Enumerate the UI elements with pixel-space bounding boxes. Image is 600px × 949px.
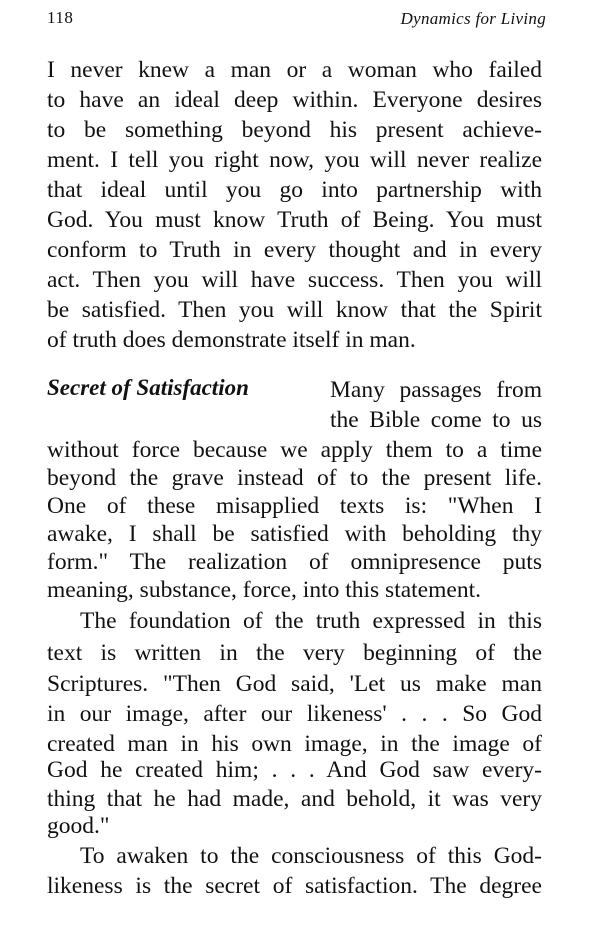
text-line: conform to Truth in every thought and in every — [47, 237, 542, 263]
text-line: The foundation of the truth expressed in this — [80, 608, 542, 634]
text-line: created man in his own image, in the image of — [47, 731, 542, 757]
text-line: Many passages from — [330, 377, 542, 403]
text-line: good." — [47, 813, 110, 839]
text-line: meaning, substance, force, into this statement. — [47, 577, 481, 603]
text-line: that ideal until you go into partnership with — [47, 177, 542, 203]
text-line: beyond the grave instead of to the present life. — [47, 465, 542, 491]
text-line: without force because we apply them to a time — [47, 437, 542, 463]
running-head: Dynamics for Living — [400, 9, 546, 28]
text-line: of truth does demonstrate itself in man. — [47, 327, 416, 353]
text-line: ment. I tell you right now, you will never realize — [47, 147, 542, 173]
text-line: God he created him; . . . And God saw every- — [47, 757, 542, 783]
page-header — [47, 8, 546, 32]
text-line: God. You must know Truth of Being. You must — [47, 207, 542, 233]
text-line: I never knew a man or a woman who failed — [47, 57, 542, 83]
text-line: act. Then you will have success. Then you will — [47, 267, 542, 293]
text-line: to have an ideal deep within. Everyone desires — [47, 87, 542, 113]
text-line: in our image, after our likeness' . . . So God — [47, 701, 542, 727]
section-heading: Secret of Satisfaction — [47, 375, 249, 400]
text-line: text is written in the very beginning of the — [47, 640, 542, 666]
text-line: likeness is the secret of satisfaction. The degree — [47, 873, 542, 899]
page-number: 118 — [47, 8, 74, 27]
text-line: the Bible come to us — [330, 407, 542, 433]
text-line: be satisfied. Then you will know that the Spirit — [47, 297, 542, 323]
text-line: form." The realization of omnipresence puts — [47, 549, 542, 575]
text-line: thing that he had made, and behold, it was very — [47, 786, 542, 812]
text-line: To awaken to the consciousness of this God- — [80, 843, 542, 869]
text-line: awake, I shall be satisfied with beholding thy — [47, 521, 542, 547]
text-line: One of these misapplied texts is: "When I — [47, 493, 542, 519]
text-line: Scriptures. "Then God said, 'Let us make man — [47, 671, 542, 697]
text-line: to be something beyond his present achieve- — [47, 117, 542, 143]
